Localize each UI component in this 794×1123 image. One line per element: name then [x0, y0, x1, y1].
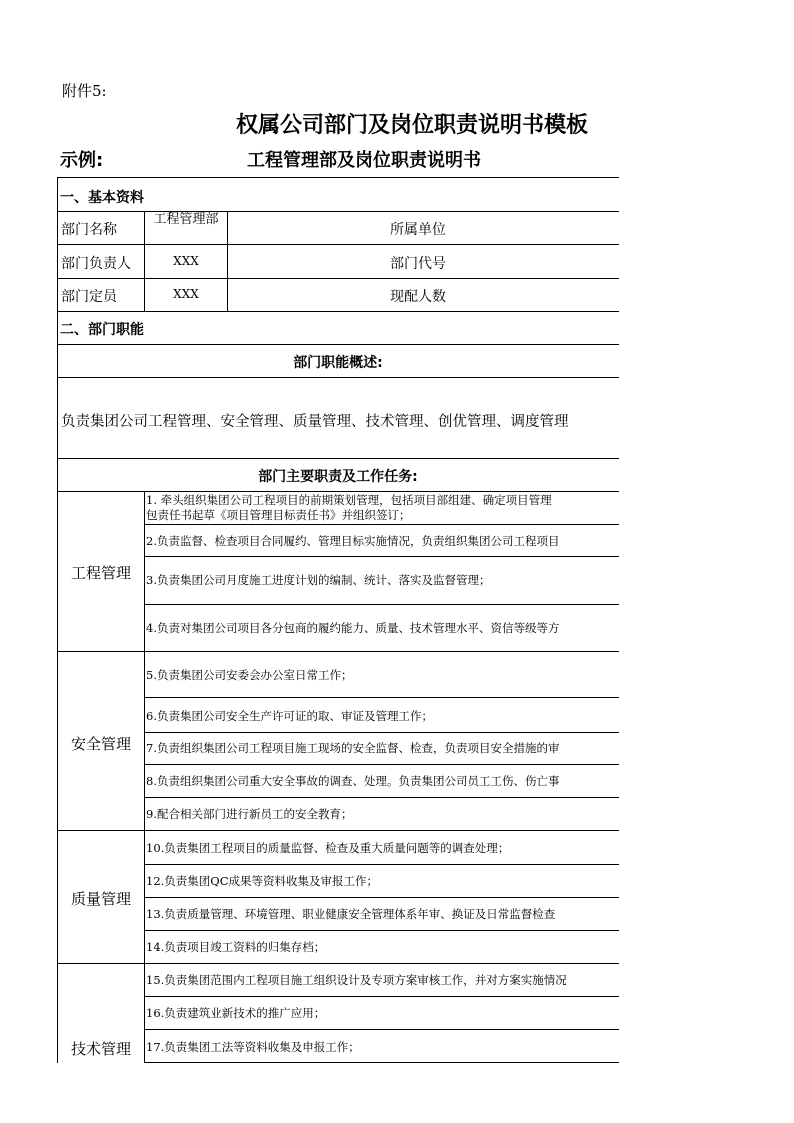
section-function-heading: 二、部门职能 — [60, 322, 144, 338]
divider — [57, 830, 619, 831]
divider — [144, 211, 145, 311]
table-left-border — [57, 177, 58, 1063]
dept-code-label: 部门代号 — [390, 256, 446, 272]
dept-quota-value: XXX — [173, 287, 199, 301]
divider — [144, 1062, 619, 1063]
document-title: 权属公司部门及岗位职责说明书模板 — [236, 112, 589, 138]
task-item: 包责任书起草《项目管理目标责任书》并组织签订； — [146, 508, 411, 522]
category-technical: 技术管理 — [70, 1040, 131, 1058]
divider — [227, 211, 228, 311]
dept-head-label: 部门负责人 — [61, 256, 131, 272]
task-item: 15.负责集团范围内工程项目施工组织设计及专项方案审核工作，并对方案实施情况 — [146, 973, 567, 987]
task-item: 17.负责集团工法等资料收集及申报工作； — [146, 1040, 360, 1054]
divider — [144, 864, 619, 865]
task-item: 6.负责集团公司安全生产许可证的取、审证及管理工作； — [146, 709, 433, 723]
divider — [144, 797, 619, 798]
divider — [144, 491, 145, 1063]
divider — [57, 344, 619, 345]
task-item: 9.配合相关部门进行新员工的安全教育； — [146, 807, 353, 821]
dept-name-label: 部门名称 — [61, 222, 117, 238]
divider — [144, 556, 619, 557]
task-item: 3.负责集团公司月度施工进度计划的编制、统计、落实及监督管理； — [146, 573, 491, 587]
category-safety: 安全管理 — [70, 735, 131, 753]
divider — [57, 211, 619, 212]
divider — [144, 930, 619, 931]
task-item: 8.负责组织集团公司重大安全事故的调查、处理。负责集团公司员工工伤、伤亡事 — [146, 774, 560, 788]
divider — [144, 1029, 619, 1030]
divider — [144, 697, 619, 698]
section-basic-heading: 一、基本资料 — [60, 190, 144, 206]
divider — [144, 996, 619, 997]
task-item: 7.负责组织集团公司工程项目施工现场的安全监督、检查，负责项目安全措施的审 — [146, 741, 560, 755]
divider — [57, 651, 619, 652]
example-label: 示例: — [60, 150, 104, 171]
task-item: 16.负责建筑业新技术的推广应用； — [146, 1006, 326, 1020]
task-item: 13.负责质量管理、环境管理、职业健康安全管理体系年审、换证及日常监督检查 — [146, 907, 556, 921]
duties-title: 部门主要职责及工作任务: — [258, 469, 418, 485]
current-staff-label: 现配人数 — [390, 289, 446, 305]
divider — [57, 177, 619, 178]
task-item: 5.负责集团公司安委会办公室日常工作； — [146, 668, 353, 682]
task-item: 10.负责集团工程项目的质量监督、检查及重大质量问题等的调查处理； — [146, 841, 510, 855]
divider — [144, 732, 619, 733]
dept-head-value: XXX — [173, 254, 199, 268]
divider — [144, 604, 619, 605]
divider — [144, 897, 619, 898]
divider — [144, 764, 619, 765]
annex-label: 附件5: — [62, 82, 107, 100]
divider — [57, 377, 619, 378]
task-item: 2.负责监督、检查项目合同履约、管理目标实施情况，负责组织集团公司工程项目 — [146, 534, 560, 548]
document-subtitle: 工程管理部及岗位职责说明书 — [247, 150, 481, 171]
overview-title: 部门职能概述: — [293, 355, 383, 371]
overview-text: 负责集团公司工程管理、安全管理、质量管理、技术管理、创优管理、调度管理 — [61, 414, 569, 430]
dept-quota-label: 部门定员 — [61, 289, 117, 305]
divider — [57, 458, 619, 459]
divider — [57, 963, 619, 964]
task-item: 1. 牵头组织集团公司工程项目的前期策划管理，包括项目部组建、确定项目管理 — [146, 493, 552, 507]
divider — [57, 491, 619, 492]
category-quality: 质量管理 — [70, 890, 131, 908]
divider — [144, 524, 619, 525]
affiliated-unit-label: 所属单位 — [390, 222, 446, 238]
task-item: 12.负责集团QC成果等资料收集及审报工作； — [146, 874, 379, 888]
divider — [57, 244, 619, 245]
divider — [57, 278, 619, 279]
category-engineering: 工程管理 — [70, 564, 131, 582]
divider — [57, 311, 619, 312]
task-item: 4.负责对集团公司项目各分包商的履约能力、质量、技术管理水平、资信等级等方 — [146, 621, 560, 635]
task-item: 14.负责项目竣工资料的归集存档； — [146, 940, 326, 954]
dept-name-value: 工程管理部 — [153, 212, 219, 227]
